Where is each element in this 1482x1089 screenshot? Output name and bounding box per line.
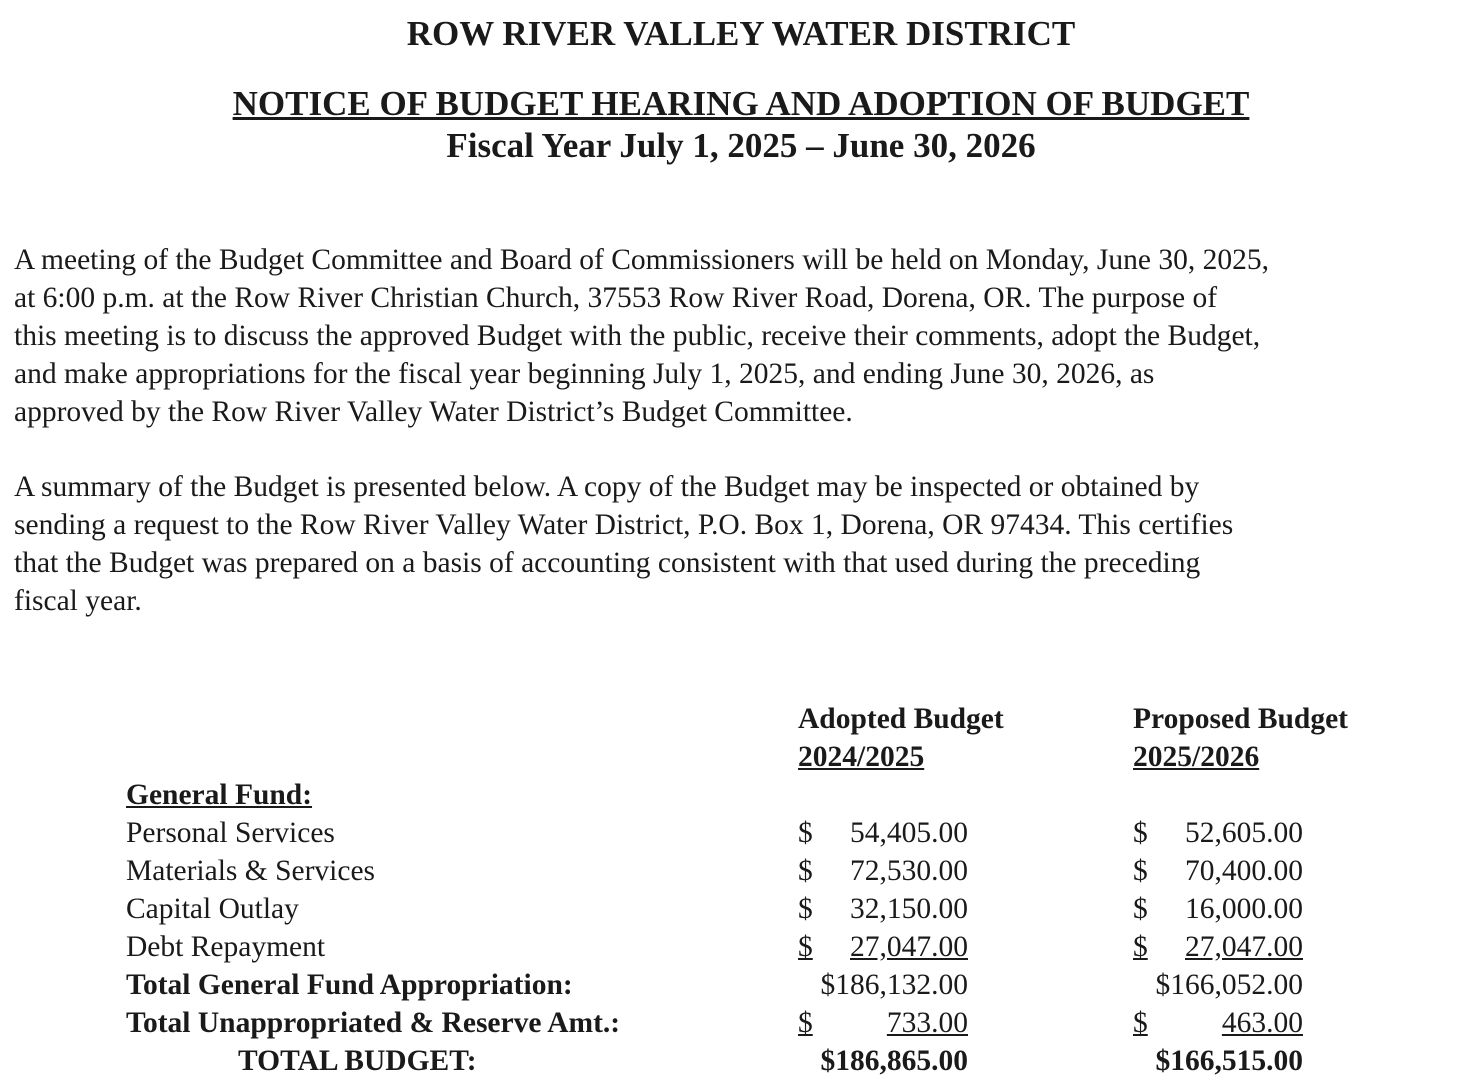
adopted-amount: $ 733.00	[798, 1007, 968, 1039]
paragraph-line: approved by the Row River Valley Water District’s Budget Committee.	[14, 396, 853, 428]
proposed-amount: $ 463.00	[1133, 1007, 1303, 1039]
row-label: Personal Services	[126, 817, 335, 849]
paragraph-line: and make appropriations for the fiscal year beginning July 1, 2025, and ending June 30, 2026, as	[14, 358, 1155, 390]
adopted-amount: $186,865.00	[820, 1045, 968, 1077]
table-row	[0, 890, 1482, 928]
column-title: Adopted Budget	[798, 703, 1004, 735]
paragraph-line: at 6:00 p.m. at the Row River Christian Church, 37553 Row River Road, Dorena, OR. The purpose of	[14, 282, 1218, 314]
row-label: Total Unappropriated & Reserve Amt.:	[126, 1007, 621, 1039]
general-fund-heading	[0, 776, 1482, 814]
paragraph-line: sending a request to the Row River Valley Water District, P.O. Box 1, Dorena, OR 97434. This certifies	[14, 509, 1234, 541]
proposed-amount: $ 27,047.00	[1133, 931, 1303, 963]
table-row	[0, 814, 1482, 852]
row-label: Debt Repayment	[126, 931, 326, 963]
proposed-amount: $ 70,400.00	[1133, 855, 1303, 887]
proposed-amount: $166,515.00	[1155, 1045, 1303, 1077]
adopted-amount: $ 27,047.00	[798, 931, 968, 963]
proposed-budget-header	[1133, 700, 1348, 776]
column-year: 2024/2025	[798, 741, 925, 773]
section-label: General Fund:	[126, 779, 313, 811]
adopted-amount: $ 32,150.00	[798, 893, 968, 925]
table-row	[0, 928, 1482, 966]
adopted-amount: $186,132.00	[820, 969, 968, 1001]
row-label: Materials & Services	[126, 855, 376, 887]
paragraph-line: fiscal year.	[14, 585, 142, 617]
table-row-total-appropriation	[0, 966, 1482, 1004]
row-label: TOTAL BUDGET:	[238, 1045, 477, 1077]
proposed-amount: $166,052.00	[1155, 969, 1303, 1001]
adopted-amount: $ 54,405.00	[798, 817, 968, 849]
paragraph-line: A summary of the Budget is presented below. A copy of the Budget may be inspected or obtained by	[14, 471, 1200, 503]
adopted-budget-header	[798, 700, 1004, 776]
paragraph-line: that the Budget was prepared on a basis of accounting consistent with that used during the preceding	[14, 547, 1201, 579]
paragraph-line: A meeting of the Budget Committee and Board of Commissioners will be held on Monday, June 30, 2025,	[14, 244, 1269, 276]
notice-title: NOTICE OF BUDGET HEARING AND ADOPTION OF BUDGET	[232, 84, 1250, 123]
column-year: 2025/2026	[1133, 741, 1260, 773]
summary-paragraph	[14, 468, 1474, 620]
proposed-amount: $ 16,000.00	[1133, 893, 1303, 925]
meeting-paragraph	[14, 241, 1474, 431]
fiscal-year: Fiscal Year July 1, 2025 – June 30, 2026	[446, 126, 1036, 165]
table-row-reserve	[0, 1004, 1482, 1042]
row-label: Capital Outlay	[126, 893, 299, 925]
column-title: Proposed Budget	[1133, 703, 1348, 735]
proposed-amount: $ 52,605.00	[1133, 817, 1303, 849]
table-row	[0, 852, 1482, 890]
table-row-total-budget	[0, 1042, 1482, 1080]
paragraph-line: this meeting is to discuss the approved Budget with the public, receive their comments, adopt the Budget,	[14, 320, 1261, 352]
adopted-amount: $ 72,530.00	[798, 855, 968, 887]
district-title: ROW RIVER VALLEY WATER DISTRICT	[406, 14, 1076, 53]
row-label: Total General Fund Appropriation:	[126, 969, 573, 1001]
